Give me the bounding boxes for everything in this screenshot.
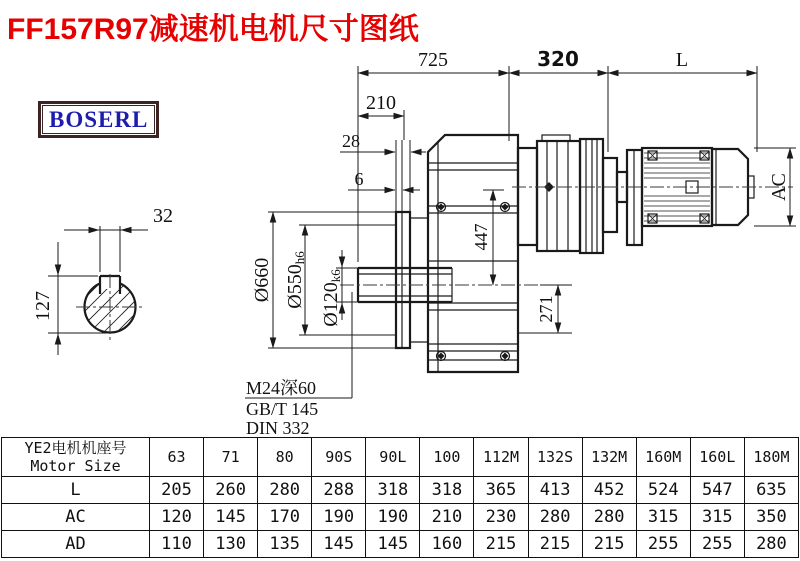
cell: 288 — [312, 477, 366, 504]
col-71: 71 — [204, 438, 258, 477]
dim-210-label: 210 — [366, 92, 396, 114]
cell: 547 — [690, 477, 744, 504]
dim-32-label: 32 — [153, 205, 173, 227]
cell: 318 — [366, 477, 420, 504]
dim-bore-key — [32, 242, 110, 355]
cell: 215 — [474, 531, 528, 558]
cell: 215 — [528, 531, 582, 558]
cell: 205 — [150, 477, 204, 504]
cell: 170 — [258, 504, 312, 531]
col-100: 100 — [420, 438, 474, 477]
dim-120-tol: k6 — [328, 269, 343, 283]
cell: 255 — [636, 531, 690, 558]
table-header-row — [2, 438, 799, 477]
row-label-L: L — [2, 477, 150, 504]
cell: 365 — [474, 477, 528, 504]
cell: 452 — [582, 477, 636, 504]
svg-text:Ø550h6 — [284, 251, 307, 309]
cell: 280 — [582, 504, 636, 531]
cell: 280 — [258, 477, 312, 504]
cell: 110 — [150, 531, 204, 558]
cell: 120 — [150, 504, 204, 531]
cell: 315 — [636, 504, 690, 531]
dim-271 — [536, 285, 572, 333]
col-132M: 132M — [582, 438, 636, 477]
col-160L: 160L — [690, 438, 744, 477]
dim-447-label: 447 — [471, 223, 491, 251]
cell: 280 — [528, 504, 582, 531]
col-90S: 90S — [312, 438, 366, 477]
dim-AC-label: AC — [768, 173, 790, 201]
cell: 230 — [474, 504, 528, 531]
table-row-AC — [2, 504, 799, 531]
col-90L: 90L — [366, 438, 420, 477]
header-cn: YE2电机机座号 — [24, 439, 127, 457]
dim-447 — [471, 190, 504, 285]
dim-550-tol: h6 — [292, 251, 307, 265]
dim-550-label: Ø550 — [284, 264, 306, 309]
dim-6-label: 6 — [354, 169, 364, 189]
cell: 315 — [690, 504, 744, 531]
cell: 145 — [366, 531, 420, 558]
table-row-L — [2, 477, 799, 504]
col-112M: 112M — [474, 438, 528, 477]
cell: 210 — [420, 504, 474, 531]
dim-6 — [348, 169, 420, 190]
cell: 190 — [366, 504, 420, 531]
col-63: 63 — [150, 438, 204, 477]
note-gbt: GB/T 145 — [246, 399, 319, 419]
col-80: 80 — [258, 438, 312, 477]
note-din: DIN 332 — [246, 418, 310, 438]
dim-660-label: Ø660 — [251, 257, 273, 303]
cell: 145 — [312, 531, 366, 558]
cell: 145 — [204, 504, 258, 531]
header-motor-size — [2, 438, 150, 477]
dim-210 — [358, 92, 404, 140]
dim-key-width — [64, 205, 173, 272]
output-flange — [396, 140, 428, 348]
dim-725-label: 725 — [418, 49, 448, 71]
row-label-AD: AD — [2, 531, 150, 558]
cell: 318 — [420, 477, 474, 504]
motor-size-table — [1, 437, 799, 558]
dim-28 — [340, 131, 426, 152]
col-132S: 132S — [528, 438, 582, 477]
motor — [627, 148, 754, 245]
page-title: FF157R97减速机电机尺寸图纸 — [7, 13, 419, 46]
dim-271-label: 271 — [536, 295, 556, 323]
dim-28-label: 28 — [342, 131, 360, 151]
col-180M: 180M — [744, 438, 798, 477]
cell: 130 — [204, 531, 258, 558]
row-label-AC: AC — [2, 504, 150, 531]
dim-320-label: 320 — [537, 47, 579, 71]
shaft-section-view — [30, 205, 179, 380]
header-en: Motor Size — [30, 457, 121, 475]
cell: 635 — [744, 477, 798, 504]
cell: 413 — [528, 477, 582, 504]
brand-logo-text: BOSERL — [42, 105, 155, 134]
cell: 260 — [204, 477, 258, 504]
cell: 215 — [582, 531, 636, 558]
svg-text:Ø120k6 — [320, 269, 343, 327]
cell: 524 — [636, 477, 690, 504]
note-tap: M24深60 — [246, 378, 317, 398]
col-160M: 160M — [636, 438, 690, 477]
cell: 280 — [744, 531, 798, 558]
adapter-coupling — [518, 135, 627, 333]
table-row-AD — [2, 531, 799, 558]
cell: 135 — [258, 531, 312, 558]
cell: 190 — [312, 504, 366, 531]
cell: 160 — [420, 531, 474, 558]
dim-127-label: 127 — [32, 291, 54, 321]
dim-L-label: L — [675, 49, 689, 71]
cell: 255 — [690, 531, 744, 558]
dim-120-label: Ø120 — [320, 282, 342, 327]
cell: 350 — [744, 504, 798, 531]
